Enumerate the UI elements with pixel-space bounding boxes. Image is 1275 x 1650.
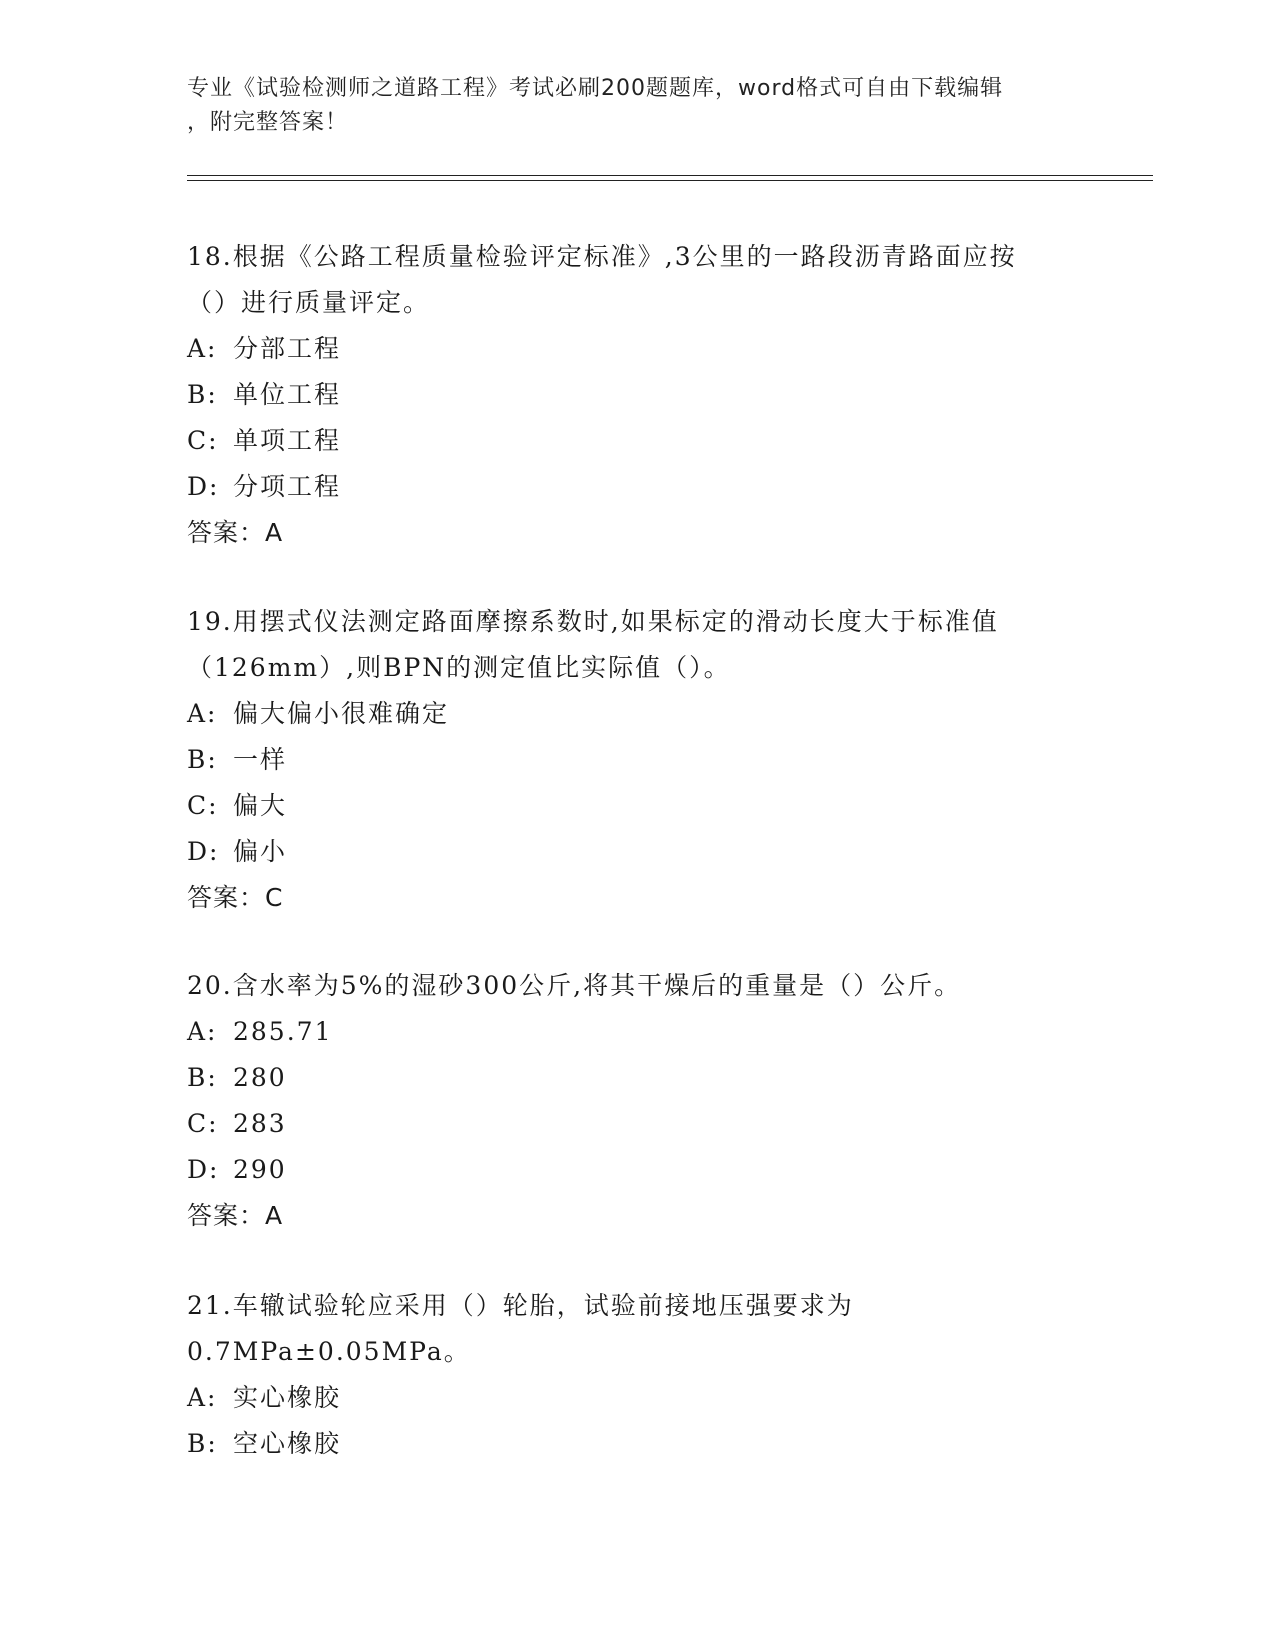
option-a (187, 1009, 1087, 1055)
option-b (187, 1055, 1087, 1101)
answer-line: 答案：A (187, 518, 284, 547)
option-text: 290 (233, 1155, 287, 1184)
header-title-line-1: 专业《试验检测师之道路工程》考试必刷200题题库，word格式可自由下载编辑 (187, 76, 1004, 101)
header-title-line-2: ，附完整答案！ (187, 110, 349, 135)
option-b (187, 737, 1087, 783)
option-key: A: (187, 699, 218, 728)
option-c (187, 783, 1087, 829)
option-text: 280 (233, 1063, 287, 1092)
option-text: 偏大 (233, 791, 288, 820)
option-key: A: (187, 1383, 218, 1412)
question-stem: 19.用摆式仪法测定路面摩擦系数时,如果标定的滑动长度大于标准值 (187, 607, 999, 636)
document-header (187, 72, 1067, 140)
option-a (187, 691, 1087, 737)
option-key: A: (187, 334, 218, 363)
option-d (187, 464, 1087, 510)
option-c (187, 418, 1087, 464)
question-18 (187, 234, 1087, 556)
option-text: 偏小 (233, 837, 288, 866)
option-key: B: (187, 745, 218, 774)
option-key: C: (187, 426, 219, 455)
option-text: 一样 (233, 745, 288, 774)
option-key: D: (187, 837, 220, 866)
option-key: C: (187, 791, 219, 820)
option-text: 283 (233, 1109, 287, 1138)
question-21 (187, 1283, 1087, 1467)
question-stem: 21.车辙试验轮应采用（）轮胎，试验前接地压强要求为 (187, 1291, 854, 1320)
option-text: 实心橡胶 (233, 1383, 342, 1412)
option-b (187, 1421, 1087, 1467)
option-a (187, 326, 1087, 372)
question-stem: （）进行质量评定。 (187, 288, 431, 317)
question-stem: 20.含水率为5%的湿砂300公斤,将其干燥后的重量是（）公斤。 (187, 971, 962, 1000)
question-stem: 0.7MPa±0.05MPa。 (187, 1337, 471, 1366)
question-stem: 18.根据《公路工程质量检验评定标准》,3公里的一路段沥青路面应按 (187, 242, 1017, 271)
option-d (187, 829, 1087, 875)
header-divider-top (187, 175, 1153, 176)
option-text: 空心橡胶 (233, 1429, 342, 1458)
option-key: C: (187, 1109, 219, 1138)
option-text: 偏大偏小很难确定 (233, 699, 450, 728)
option-key: B: (187, 1429, 218, 1458)
question-stem: （126mm）,则BPN的测定值比实际值（）。 (187, 653, 731, 682)
option-key: A: (187, 1017, 218, 1046)
option-key: B: (187, 380, 218, 409)
header-divider-bottom (187, 180, 1153, 181)
option-text: 单位工程 (233, 380, 342, 409)
answer-line: 答案：A (187, 1201, 284, 1230)
option-a (187, 1375, 1087, 1421)
option-text: 分部工程 (233, 334, 342, 363)
question-20 (187, 963, 1087, 1239)
option-text: 单项工程 (233, 426, 342, 455)
option-text: 285.71 (233, 1017, 333, 1046)
answer-line: 答案：C (187, 883, 284, 912)
option-c (187, 1101, 1087, 1147)
option-d (187, 1147, 1087, 1193)
option-key: B: (187, 1063, 218, 1092)
option-text: 分项工程 (233, 472, 342, 501)
option-b (187, 372, 1087, 418)
option-key: D: (187, 472, 220, 501)
question-19 (187, 599, 1087, 921)
option-key: D: (187, 1155, 220, 1184)
